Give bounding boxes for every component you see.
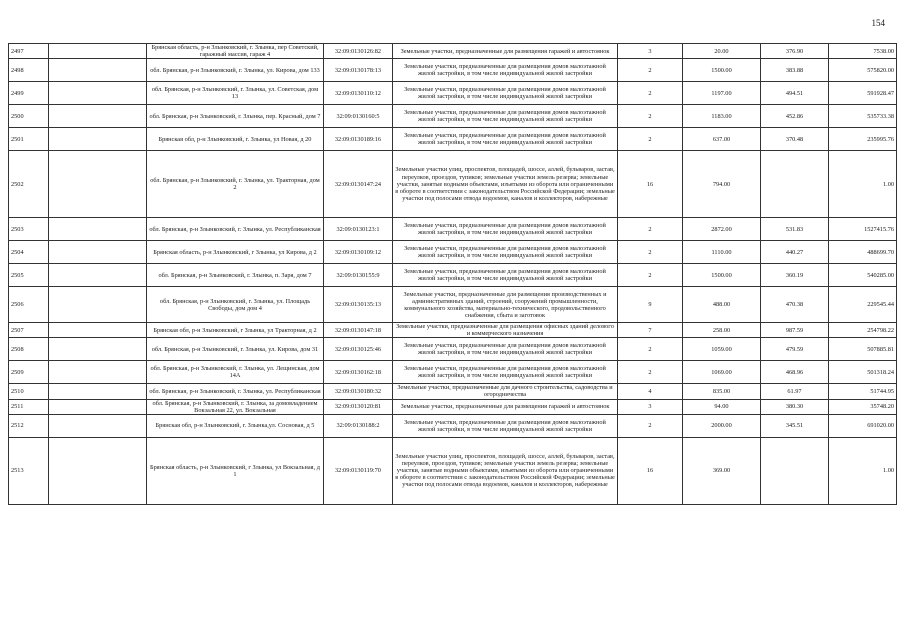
land-use-cell: Земельные участки, предназначенные для размещения домов малоэтажной жилой застройки, в том числе индивидуальной жилой застройки [393, 338, 618, 361]
cadastral-value-cell: 591928.47 [829, 82, 897, 105]
use-group-cell: 2 [618, 414, 683, 437]
land-use-cell: Земельные участки, предназначенные для размещения офисных зданий делового и коммерческого назначения [393, 323, 618, 338]
use-group-cell: 3 [618, 44, 683, 59]
land-use-cell: Земельные участки, предназначенные для дачного строительства, садоводства и огородничества [393, 384, 618, 399]
cadastral-value-cell: 1.00 [829, 151, 897, 218]
cadastral-number-cell: 32:09:0130135:13 [324, 287, 393, 323]
table-row [9, 338, 897, 361]
use-group-cell: 16 [618, 151, 683, 218]
area-cell: 488.00 [683, 287, 761, 323]
blank-cell [49, 361, 147, 384]
blank-cell [49, 414, 147, 437]
cadastral-number-cell: 32:09:0130188:2 [324, 414, 393, 437]
cadastral-number-cell: 32:09:0130178:13 [324, 59, 393, 82]
land-use-cell: Земельные участки, предназначенные для размещения домов малоэтажной жилой застройки, в том числе индивидуальной жилой застройки [393, 82, 618, 105]
page-number: 154 [871, 18, 885, 28]
address-cell: обл. Брянская, р-н Злынковский, г. Злынка, п. Заря, дом 7 [147, 264, 324, 287]
cadastral-number-cell: 32:09:0130155:9 [324, 264, 393, 287]
specific-value-cell: 383.88 [761, 59, 829, 82]
cadastral-number-cell: 32:09:0130180:32 [324, 384, 393, 399]
use-group-cell: 2 [618, 361, 683, 384]
table-row [9, 128, 897, 151]
use-group-cell: 2 [618, 105, 683, 128]
area-cell: 2000.00 [683, 414, 761, 437]
blank-cell [49, 399, 147, 414]
table-row [9, 218, 897, 241]
land-use-cell: Земельные участки, предназначенные для размещения домов малоэтажной жилой застройки, в том числе индивидуальной жилой застройки [393, 128, 618, 151]
use-group-cell: 2 [618, 59, 683, 82]
cadastral-value-cell: 575820.00 [829, 59, 897, 82]
cadastral-value-cell: 535733.38 [829, 105, 897, 128]
use-group-cell: 3 [618, 399, 683, 414]
address-cell: обл. Брянская, р-н Злынковский, г. Злынка, за домовладением Вокзальная 22, ул. Вокзальная [147, 399, 324, 414]
address-cell: обл. Брянская, р-н Злынковский, г. Злынка, ул. Республиканская [147, 384, 324, 399]
cadastral-number-cell: 32:09:0130160:5 [324, 105, 393, 128]
area-cell: 1059.00 [683, 338, 761, 361]
cadastral-value-cell: 691020.00 [829, 414, 897, 437]
specific-value-cell: 61.97 [761, 384, 829, 399]
specific-value-cell: 360.19 [761, 264, 829, 287]
cadastral-number-cell: 32:09:0130123:1 [324, 218, 393, 241]
area-cell: 1110.00 [683, 241, 761, 264]
row-number-cell: 2506 [9, 287, 49, 323]
cadastral-number-cell: 32:09:0130126:82 [324, 44, 393, 59]
row-number-cell: 2512 [9, 414, 49, 437]
row-number-cell: 2510 [9, 384, 49, 399]
land-use-cell: Земельные участки, предназначенные для размещения домов малоэтажной жилой застройки, в том числе индивидуальной жилой застройки [393, 241, 618, 264]
address-cell: Брянская обл, р-н Злынковский, г Злынка, ул Тракторная, д 2 [147, 323, 324, 338]
table-row [9, 241, 897, 264]
row-number-cell: 2507 [9, 323, 49, 338]
area-cell: 1197.00 [683, 82, 761, 105]
specific-value-cell: 370.48 [761, 128, 829, 151]
table-row [9, 82, 897, 105]
use-group-cell: 9 [618, 287, 683, 323]
blank-cell [49, 287, 147, 323]
blank-cell [49, 338, 147, 361]
cadastral-value-cell: 1.00 [829, 437, 897, 504]
cadastral-value-cell: 7538.00 [829, 44, 897, 59]
blank-cell [49, 323, 147, 338]
cadastral-number-cell: 32:09:0130189:16 [324, 128, 393, 151]
land-use-cell: Земельные участки, предназначенные для размещения гаражей и автостоянок [393, 399, 618, 414]
cadastral-number-cell: 32:09:0130119:70 [324, 437, 393, 504]
land-use-cell: Земельные участки, предназначенные для размещения домов малоэтажной жилой застройки, в том числе индивидуальной жилой застройки [393, 414, 618, 437]
specific-value-cell [761, 437, 829, 504]
cadastral-value-cell: 254798.22 [829, 323, 897, 338]
row-number-cell: 2500 [9, 105, 49, 128]
blank-cell [49, 218, 147, 241]
area-cell: 835.00 [683, 384, 761, 399]
land-use-cell: Земельные участки, предназначенные для размещения гаражей и автостоянок [393, 44, 618, 59]
row-number-cell: 2508 [9, 338, 49, 361]
blank-cell [49, 128, 147, 151]
address-cell: обл. Брянская, р-н Злынковский, г. Злынка, ул. Площадь Свободы, дом дом 4 [147, 287, 324, 323]
blank-cell [49, 82, 147, 105]
blank-cell [49, 151, 147, 218]
table-row [9, 264, 897, 287]
land-use-cell: Земельные участки улиц, проспектов, площадей, шоссе, аллей, бульваров, застав, переулков, проездов, тупиков; земельные участки земель резерва; земельные участки, занятые водными объектами, изъятыми из оборота или ограниченными в обороте в соответствии с законодательством Российской Федерации; земельные участки под полосами отвода водоемов, каналов и коллекторов, набережные [393, 437, 618, 504]
cadastral-registry-table [8, 43, 897, 505]
address-cell: Брянская область, р-н Злынковский, г Злынка, ул Кирова, д 2 [147, 241, 324, 264]
specific-value-cell: 987.59 [761, 323, 829, 338]
use-group-cell: 2 [618, 82, 683, 105]
table-row [9, 437, 897, 504]
use-group-cell: 2 [618, 218, 683, 241]
table-row [9, 323, 897, 338]
table-row [9, 414, 897, 437]
blank-cell [49, 384, 147, 399]
blank-cell [49, 105, 147, 128]
area-cell: 20.00 [683, 44, 761, 59]
cadastral-value-cell: 501318.24 [829, 361, 897, 384]
table-row [9, 399, 897, 414]
land-use-cell: Земельные участки, предназначенные для размещения домов малоэтажной жилой застройки, в том числе индивидуальной жилой застройки [393, 218, 618, 241]
area-cell: 1500.00 [683, 264, 761, 287]
cadastral-number-cell: 32:09:0130147:18 [324, 323, 393, 338]
use-group-cell: 4 [618, 384, 683, 399]
table-row [9, 361, 897, 384]
cadastral-value-cell: 229545.44 [829, 287, 897, 323]
cadastral-value-cell: 488699.70 [829, 241, 897, 264]
area-cell: 1500.00 [683, 59, 761, 82]
cadastral-value-cell: 507885.81 [829, 338, 897, 361]
cadastral-number-cell: 32:09:0130110:12 [324, 82, 393, 105]
use-group-cell: 2 [618, 128, 683, 151]
cadastral-value-cell: 51744.95 [829, 384, 897, 399]
address-cell: Брянская обл, р-н Злынковский, г. Злынка,ул. Сосновая, д 5 [147, 414, 324, 437]
specific-value-cell: 452.86 [761, 105, 829, 128]
cadastral-number-cell: 32:09:0130162:18 [324, 361, 393, 384]
address-cell: обл. Брянская, р-н Злынковский, г. Злынка, ул. Республиканская [147, 218, 324, 241]
specific-value-cell: 468.96 [761, 361, 829, 384]
row-number-cell: 2511 [9, 399, 49, 414]
row-number-cell: 2503 [9, 218, 49, 241]
table-row [9, 44, 897, 59]
land-use-cell: Земельные участки, предназначенные для размещения домов малоэтажной жилой застройки, в том числе индивидуальной жилой застройки [393, 264, 618, 287]
area-cell: 94.00 [683, 399, 761, 414]
use-group-cell: 2 [618, 264, 683, 287]
address-cell: обл. Брянская, р-н Злынковский, г. Злынка, ул. Кирова, дом 133 [147, 59, 324, 82]
area-cell: 258.00 [683, 323, 761, 338]
specific-value-cell: 376.90 [761, 44, 829, 59]
use-group-cell: 16 [618, 437, 683, 504]
cadastral-value-cell: 235995.76 [829, 128, 897, 151]
row-number-cell: 2513 [9, 437, 49, 504]
cadastral-number-cell: 32:09:0130120:81 [324, 399, 393, 414]
row-number-cell: 2505 [9, 264, 49, 287]
address-cell: обл. Брянская, р-н Злынковский, г. Злынка, пер. Красный, дом 7 [147, 105, 324, 128]
blank-cell [49, 264, 147, 287]
specific-value-cell [761, 151, 829, 218]
row-number-cell: 2501 [9, 128, 49, 151]
land-use-cell: Земельные участки, предназначенные для размещения домов малоэтажной жилой застройки, в том числе индивидуальной жилой застройки [393, 105, 618, 128]
address-cell: обл. Брянская, р-н Злынковский, г. Злынка, ул. Советская, дом 13 [147, 82, 324, 105]
cadastral-value-cell: 1527415.76 [829, 218, 897, 241]
area-cell: 369.00 [683, 437, 761, 504]
row-number-cell: 2504 [9, 241, 49, 264]
cadastral-number-cell: 32:09:0130147:24 [324, 151, 393, 218]
use-group-cell: 7 [618, 323, 683, 338]
area-cell: 1183.00 [683, 105, 761, 128]
specific-value-cell: 345.51 [761, 414, 829, 437]
specific-value-cell: 380.30 [761, 399, 829, 414]
row-number-cell: 2499 [9, 82, 49, 105]
address-cell: обл. Брянская, р-н Злынковский, г. Злынка, ул. Лещинская, дом 14А [147, 361, 324, 384]
use-group-cell: 2 [618, 241, 683, 264]
row-number-cell: 2497 [9, 44, 49, 59]
area-cell: 637.00 [683, 128, 761, 151]
specific-value-cell: 470.38 [761, 287, 829, 323]
cadastral-value-cell: 35748.20 [829, 399, 897, 414]
table-row [9, 384, 897, 399]
specific-value-cell: 479.59 [761, 338, 829, 361]
blank-cell [49, 437, 147, 504]
address-cell: обл. Брянская, р-н Злынковский, г. Злынка, ул. Тракторная, дом 2 [147, 151, 324, 218]
address-cell: обл. Брянская, р-н Злынковский, г. Злынка, ул. Кирова, дом 31 [147, 338, 324, 361]
use-group-cell: 2 [618, 338, 683, 361]
land-use-cell: Земельные участки, предназначенные для размещения производственных и административных зданий, строений, сооружений промышленности, коммунального хозяйства, материально-технического, продовольственного снабжения, сбыта и заготовок [393, 287, 618, 323]
specific-value-cell: 531.83 [761, 218, 829, 241]
table-row [9, 59, 897, 82]
address-cell: Брянская область, р-н Злынковский, г. Злынка, пер Советский, гаражный массив, гараж 4 [147, 44, 324, 59]
row-number-cell: 2509 [9, 361, 49, 384]
blank-cell [49, 241, 147, 264]
cadastral-value-cell: 540285.00 [829, 264, 897, 287]
cadastral-number-cell: 32:09:0130109:12 [324, 241, 393, 264]
land-use-cell: Земельные участки, предназначенные для размещения домов малоэтажной жилой застройки, в том числе индивидуальной жилой застройки [393, 59, 618, 82]
row-number-cell: 2498 [9, 59, 49, 82]
area-cell: 1069.00 [683, 361, 761, 384]
table-body [9, 44, 897, 505]
table-row [9, 151, 897, 218]
address-cell: Брянская обл, р-н Злынковский, г. Злынка, ул Новая, д 20 [147, 128, 324, 151]
area-cell: 2872.00 [683, 218, 761, 241]
land-use-cell: Земельные участки улиц, проспектов, площадей, шоссе, аллей, бульваров, застав, переулков, проездов, тупиков; земельные участки земель резерва; земельные участки, занятые водными объектами, изъятыми из оборота или ограниченными в обороте в соответствии с законодательством Российской Федерации; земельные участки под полосами отвода водоемов, каналов и коллекторов, набережные [393, 151, 618, 218]
specific-value-cell: 494.51 [761, 82, 829, 105]
cadastral-number-cell: 32:09:0130125:46 [324, 338, 393, 361]
address-cell: Брянская область, р-н Злынковский, г Злынка, ул Вокзальная, д 1 [147, 437, 324, 504]
blank-cell [49, 44, 147, 59]
specific-value-cell: 440.27 [761, 241, 829, 264]
row-number-cell: 2502 [9, 151, 49, 218]
table-row [9, 287, 897, 323]
land-use-cell: Земельные участки, предназначенные для размещения домов малоэтажной жилой застройки, в том числе индивидуальной жилой застройки [393, 361, 618, 384]
table-row [9, 105, 897, 128]
blank-cell [49, 59, 147, 82]
area-cell: 794.00 [683, 151, 761, 218]
